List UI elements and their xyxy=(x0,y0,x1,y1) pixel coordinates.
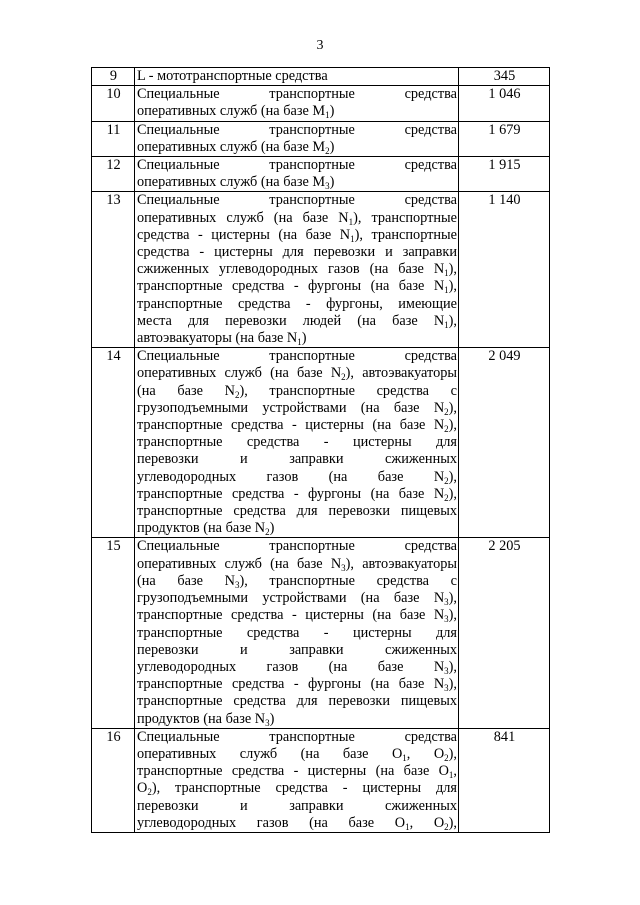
text-segment: ), xyxy=(448,745,457,762)
row-number: 9 xyxy=(92,68,135,86)
subscript-index: 2 xyxy=(341,372,346,383)
description-line xyxy=(137,103,457,120)
text-segment: транспортные средства - цистерны (на базе О xyxy=(137,763,449,780)
text-segment: Специальные транспортные средства xyxy=(137,86,457,103)
subscript-index: 1 xyxy=(297,337,302,348)
description-line xyxy=(137,659,457,676)
subscript-index: 2 xyxy=(444,424,449,435)
description-line xyxy=(137,365,457,382)
subscript-index: 3 xyxy=(444,683,449,694)
description-line xyxy=(137,261,457,278)
description-line xyxy=(137,68,457,85)
subscript-index: 1 xyxy=(444,268,449,279)
text-segment: места для перевозки людей (на базе N xyxy=(137,312,445,329)
text-segment: ), xyxy=(448,607,457,624)
subscript-index: 1 xyxy=(444,285,449,296)
description-line xyxy=(137,192,457,209)
text-segment: Специальные транспортные средства xyxy=(137,728,457,745)
description-line xyxy=(137,434,457,451)
description-line xyxy=(137,520,457,537)
subscript-index: 3 xyxy=(444,597,449,608)
text-segment: оперативных служб (на базе М xyxy=(137,138,326,155)
text-segment: ), транспортные xyxy=(354,226,458,243)
row-description xyxy=(135,68,459,86)
text-segment: ), транспортные средства - цистерны для xyxy=(151,780,457,797)
description-line xyxy=(137,278,457,295)
text-segment: ), транспортные средства с xyxy=(239,572,457,589)
text-segment: (на базе N xyxy=(137,572,235,589)
text-segment: оперативных служб (на базе О xyxy=(137,745,403,762)
text-segment: ), xyxy=(448,814,457,831)
description-line xyxy=(137,763,457,780)
subscript-index: 2 xyxy=(444,406,449,417)
subscript-index: 2 xyxy=(444,752,449,763)
text-segment: Специальные транспортные средства xyxy=(137,348,457,365)
text-segment: Специальные транспортные средства xyxy=(137,121,457,138)
table-body xyxy=(92,68,550,833)
row-number: 13 xyxy=(92,192,135,348)
subscript-index: 3 xyxy=(444,614,449,625)
text-segment: Специальные транспортные средства xyxy=(137,538,457,555)
subscript-index: 3 xyxy=(325,181,330,192)
subscript-index: 1 xyxy=(448,770,454,781)
text-segment: ), автоэвакуаторы xyxy=(345,555,457,572)
description-line xyxy=(137,227,457,244)
text-segment: ), xyxy=(448,590,457,607)
text-segment: , О xyxy=(409,814,445,831)
table-row xyxy=(92,192,550,348)
description-line xyxy=(137,729,457,746)
text-segment: ), xyxy=(448,261,457,278)
text-segment: перевозки и заправки сжиженных xyxy=(137,797,457,814)
text-segment: оперативных служб (на базе М xyxy=(137,103,326,120)
row-number: 15 xyxy=(92,538,135,728)
text-segment: углеводородных газов (на базе N xyxy=(137,468,445,485)
text-segment: углеводородных газов (на базе О xyxy=(137,814,406,831)
subscript-index: 3 xyxy=(265,717,270,728)
subscript-index: 3 xyxy=(341,562,346,573)
text-segment: Специальные транспортные средства xyxy=(137,157,457,174)
text-segment: ) xyxy=(301,330,307,347)
row-value: 2 205 xyxy=(459,538,550,728)
table-row xyxy=(92,86,550,121)
text-segment: средства - цистерны (на базе N xyxy=(137,226,351,243)
description-line xyxy=(137,607,457,624)
description-line xyxy=(137,210,457,227)
text-segment: транспортные средства - фургоны (на базе N xyxy=(137,676,445,693)
text-segment: ) xyxy=(269,710,275,727)
description-line xyxy=(137,296,457,313)
table-row xyxy=(92,68,550,86)
table-row xyxy=(92,728,550,832)
row-description xyxy=(135,86,459,121)
description-line xyxy=(137,400,457,417)
text-segment: продуктов (на базе N xyxy=(137,520,266,537)
text-segment: ) xyxy=(269,520,275,537)
subscript-index: 1 xyxy=(444,319,449,330)
description-line xyxy=(137,625,457,642)
description-line xyxy=(137,86,457,103)
text-segment: ), xyxy=(448,312,457,329)
text-segment: ), транспортные xyxy=(353,209,457,226)
table-row xyxy=(92,121,550,156)
text-segment: транспортные средства - цистерны для xyxy=(137,434,457,451)
text-segment: транспортные средства для перевозки пищевых xyxy=(137,693,457,710)
text-segment: сжиженных углеводородных газов (на базе N xyxy=(137,261,445,278)
text-segment: ), xyxy=(448,658,457,675)
text-segment: транспортные средства - фургоны (на базе N xyxy=(137,278,445,295)
description-line xyxy=(137,503,457,520)
subscript-index: 1 xyxy=(350,233,355,244)
table-row xyxy=(92,538,550,728)
description-line xyxy=(137,573,457,590)
text-segment: ) xyxy=(329,174,335,191)
subscript-index: 1 xyxy=(325,110,330,121)
text-segment: продуктов (на базе N xyxy=(137,710,266,727)
subscript-index: 3 xyxy=(444,665,449,676)
subscript-index: 2 xyxy=(444,821,449,832)
text-segment: транспортные средства - цистерны (на базе N xyxy=(137,607,445,624)
description-line xyxy=(137,746,457,763)
text-segment: оперативных служб (на базе N xyxy=(137,555,342,572)
description-line xyxy=(137,348,457,365)
description-line xyxy=(137,139,457,156)
subscript-index: 2 xyxy=(325,145,330,156)
description-line xyxy=(137,122,457,139)
subscript-index: 3 xyxy=(234,579,240,590)
description-line xyxy=(137,642,457,659)
description-line xyxy=(137,815,457,832)
row-number: 12 xyxy=(92,157,135,192)
description-line xyxy=(137,556,457,573)
row-description xyxy=(135,728,459,832)
row-description xyxy=(135,348,459,538)
description-line xyxy=(137,590,457,607)
row-number: 11 xyxy=(92,121,135,156)
subscript-index: 2 xyxy=(444,492,449,503)
page-number: 3 xyxy=(316,38,324,53)
description-line xyxy=(137,693,457,710)
description-line xyxy=(137,244,457,261)
text-segment: ), транспортные средства с xyxy=(239,382,457,399)
row-value: 1 046 xyxy=(459,86,550,121)
row-description xyxy=(135,192,459,348)
row-value: 1 679 xyxy=(459,121,550,156)
row-value: 1 140 xyxy=(459,192,550,348)
description-line xyxy=(137,383,457,400)
subscript-index: 2 xyxy=(265,527,270,538)
row-value: 345 xyxy=(459,68,550,86)
description-line xyxy=(137,330,457,347)
text-segment: транспортные средства - фургоны (на базе N xyxy=(137,485,445,502)
text-segment: углеводородных газов (на базе N xyxy=(137,658,445,675)
text-segment: грузоподъемными устройствами (на базе N xyxy=(137,590,445,607)
text-segment: ), xyxy=(448,399,457,416)
row-description xyxy=(135,157,459,192)
text-segment: средства - цистерны для перевозки и заправки xyxy=(137,244,457,261)
text-segment: L - мототранспортные средства xyxy=(137,68,328,84)
subscript-index: 2 xyxy=(444,475,449,486)
text-segment: Специальные транспортные средства xyxy=(137,192,457,209)
description-line xyxy=(137,417,457,434)
description-line xyxy=(137,486,457,503)
text-segment: оперативных служб (на базе N xyxy=(137,209,349,226)
text-segment: ) xyxy=(329,138,335,155)
description-line xyxy=(137,711,457,728)
text-segment: транспортные средства для перевозки пищевых xyxy=(137,503,457,520)
table-row xyxy=(92,348,550,538)
text-segment: , xyxy=(453,763,457,780)
text-segment: автоэвакуаторы (на базе N xyxy=(137,330,298,347)
text-segment: оперативных служб (на базе М xyxy=(137,174,326,191)
row-number: 16 xyxy=(92,728,135,832)
description-line xyxy=(137,676,457,693)
text-segment: оперативных служб (на базе N xyxy=(137,365,342,382)
row-description xyxy=(135,538,459,728)
text-segment: ), xyxy=(448,485,457,502)
text-segment: ), автоэвакуаторы xyxy=(345,365,457,382)
text-segment: грузоподъемными устройствами (на базе N xyxy=(137,399,445,416)
subscript-index: 2 xyxy=(234,389,240,400)
text-segment: перевозки и заправки сжиженных xyxy=(137,451,457,468)
subscript-index: 2 xyxy=(147,787,152,798)
text-segment: ), xyxy=(448,278,457,295)
text-segment: ), xyxy=(448,417,457,434)
text-segment: перевозки и заправки сжиженных xyxy=(137,641,457,658)
subscript-index: 1 xyxy=(402,752,407,763)
row-description xyxy=(135,121,459,156)
vehicle-category-table xyxy=(91,67,550,833)
row-number: 14 xyxy=(92,348,135,538)
description-line xyxy=(137,313,457,330)
subscript-index: 1 xyxy=(348,216,354,227)
subscript-index: 1 xyxy=(405,821,410,832)
description-line xyxy=(137,780,457,797)
row-value: 1 915 xyxy=(459,157,550,192)
description-line xyxy=(137,451,457,468)
text-segment: транспортные средства - фургоны, имеющие xyxy=(137,295,457,312)
description-line xyxy=(137,538,457,555)
row-number: 10 xyxy=(92,86,135,121)
description-line xyxy=(137,157,457,174)
description-line xyxy=(137,798,457,815)
description-line xyxy=(137,469,457,486)
row-value: 2 049 xyxy=(459,348,550,538)
row-value: 841 xyxy=(459,728,550,832)
text-segment: ), xyxy=(448,676,457,693)
text-segment: транспортные средства - цистерны (на базе N xyxy=(137,417,445,434)
table-row xyxy=(92,157,550,192)
text-segment: ), xyxy=(448,468,457,485)
text-segment: О xyxy=(137,780,148,797)
text-segment: (на базе N xyxy=(137,382,235,399)
text-segment: , О xyxy=(406,745,445,762)
description-line xyxy=(137,174,457,191)
text-segment: транспортные средства - цистерны для xyxy=(137,624,457,641)
text-segment: ) xyxy=(329,103,335,120)
